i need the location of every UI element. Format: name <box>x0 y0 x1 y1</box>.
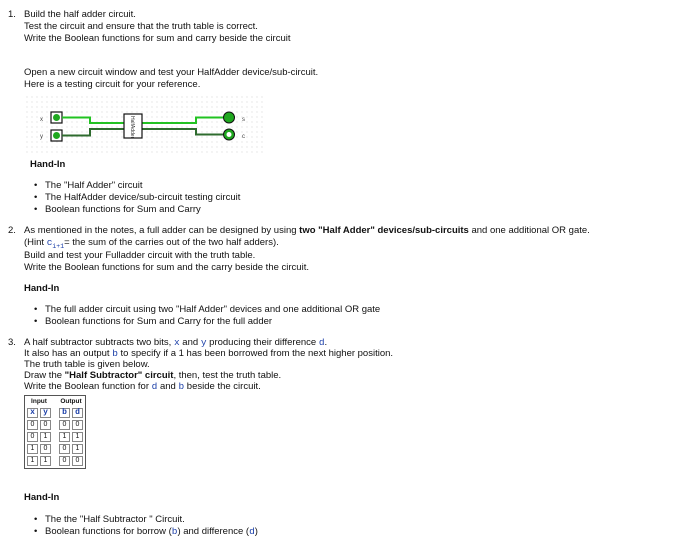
section2-number: 2. <box>8 225 16 236</box>
section3-line3: The truth table is given below. <box>24 359 150 370</box>
output-s-label: s <box>242 117 245 123</box>
bullet-dot: • <box>34 180 38 191</box>
input-group-label: Input <box>31 398 47 405</box>
table-row: 0 0 0 0 <box>27 420 83 430</box>
section2-line3: Build and test your Fulladder circuit with the truth table. <box>24 250 256 261</box>
section2-bullet-1: • The full adder circuit using two "Half Adder" devices and one additional OR gate <box>34 304 381 315</box>
bullet-dot: • <box>34 204 38 215</box>
section1-title: Build the half adder circuit. <box>24 9 136 20</box>
output-group-label: Output <box>60 398 82 405</box>
section1-line3: Write the Boolean functions for sum and carry beside the circuit <box>24 33 291 44</box>
output-s-led <box>224 112 235 123</box>
section3-line4: Draw the "Half Subtractor" circuit, then, test the truth table. <box>24 370 282 381</box>
section3-line2: It also has an output b to specify if a 1 has been borrowed from the next higher position. <box>24 348 394 359</box>
section1-open1: Open a new circuit window and test your HalfAdder device/sub-circuit. <box>24 67 319 78</box>
bullet-dot: • <box>34 304 38 315</box>
section2-line1: As mentioned in the notes, a full adder can be designed by using two "Half Adder" devices/sub-circuits and one additional OR gate. <box>24 225 590 236</box>
section1-bullet-1: • The "Half Adder" circuit <box>34 180 143 191</box>
input-x-led <box>53 114 60 121</box>
input-y-label: y <box>40 134 43 140</box>
section3-bullet-2: • Boolean functions for borrow (b) and difference (d) <box>34 526 258 537</box>
col-header-d: d <box>72 408 83 418</box>
section1-number: 1. <box>8 9 16 20</box>
table-row: 1 1 0 0 <box>27 456 83 466</box>
col-header-y: y <box>40 408 51 418</box>
section3-handin: Hand-In <box>24 492 60 503</box>
bullet-dot: • <box>34 514 38 525</box>
section3-line1: A half subtractor subtracts two bits, x and y producing their difference d. <box>24 337 328 348</box>
truth-table-header <box>27 408 83 418</box>
halfadder-device-label: HalfAdder <box>129 116 135 139</box>
truth-table <box>24 395 86 469</box>
bullet-dot: • <box>34 526 38 537</box>
section1-bullet-2: • The HalfAdder device/sub-circuit testing circuit <box>34 192 241 203</box>
truth-table-group-header <box>27 398 83 406</box>
section2-bullet-2: • Boolean functions for Sum and Carry for the full adder <box>34 316 273 327</box>
input-y-led <box>53 132 60 139</box>
bullet-dot: • <box>34 316 38 327</box>
input-x-label: x <box>40 117 43 123</box>
section3-line5: Write the Boolean function for d and b beside the circuit. <box>24 381 261 392</box>
half-adder-test-circuit <box>26 96 266 156</box>
section3-number: 3. <box>8 337 16 348</box>
section1-line2: Test the circuit and ensure that the truth table is correct. <box>24 21 258 32</box>
section1-open2: Here is a testing circuit for your reference. <box>24 79 201 90</box>
section3-bullet-1: • The the "Half Subtractor " Circuit. <box>34 514 185 525</box>
section2-hint: (Hint $c_{i+1}=$ the sum of the carries out of the two half adders). <box>24 237 279 250</box>
section1-handin: Hand-In <box>30 159 66 170</box>
table-row: 1 0 0 1 <box>27 444 83 454</box>
col-header-b: b <box>59 408 70 418</box>
bullet-dot: • <box>34 192 38 203</box>
output-c-label: c <box>242 134 245 140</box>
table-row: 0 1 1 1 <box>27 432 83 442</box>
output-c-led-inner <box>227 132 232 137</box>
col-header-x: x <box>27 408 38 418</box>
section2-line4: Write the Boolean functions for sum and the carry beside the circuit. <box>24 262 309 273</box>
section1-bullet-3: • Boolean functions for Sum and Carry <box>34 204 201 215</box>
circuit-grid <box>26 96 266 156</box>
section2-handin: Hand-In <box>24 283 60 294</box>
